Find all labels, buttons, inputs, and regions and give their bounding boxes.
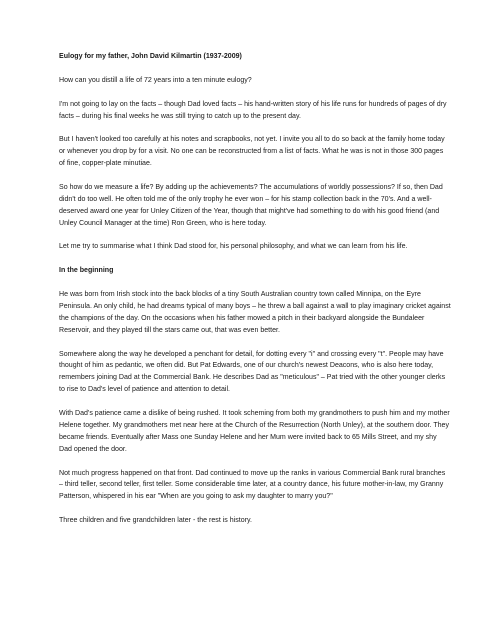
document-body bbox=[59, 51, 451, 539]
paragraph-measure-life: So how do we measure a life? By adding up the achievements? The accumulations of worldly possessions? If so, then Dad didn't do too well. He often told me of the only trophy he ever won – for his stamp collection back in the 70's. And a well-deserved award one year for Unley Citizen of the Year, though that might've had something to do with his good friend (and Unley Council Manager at the time) Ron Green, who is here today. bbox=[59, 183, 443, 227]
section-heading: In the beginning bbox=[59, 267, 114, 275]
paragraph-notes-scrapbooks: But I haven't looked too carefully at his notes and scrapbooks, not yet. I invite you all to do so back at the family home today or whenever you drop by for a visit. No one can be reconstructed from a list of facts. What he was is not in those 300 pages of fine, copper-plate minutiae. bbox=[59, 136, 445, 168]
paragraph-intro-question: How can you distill a life of 72 years into a ten minute eulogy? bbox=[59, 76, 252, 84]
paragraph-detail: Somewhere along the way he developed a penchant for detail, for dotting every "i" and crossing every "t". People may have thought of him as pedantic, we often did. But Pat Edwards, one of our church's newest Deacons, who is also here today, remembers joining Dad at the Commercial Bank. He describes Dad as "meticulous" – Pat tried with the other younger clerks to rise to Dad's level of patience and attention to detail. bbox=[59, 350, 446, 394]
paragraph-patience: With Dad's patience came a dislike of being rushed. It took scheming from both my grandmothers to push him and my mother Helene together. My grandmothers met near here at the Church of the Resurrection (North Unley), at the southern door. They became friends. Eventually after Mass one Sunday Helene and her Mum were invited back to 65 Mills Street, and my shy Dad opened the door. bbox=[59, 410, 450, 453]
document-title: Eulogy for my father, John David Kilmartin (1937-2009) bbox=[59, 53, 242, 60]
paragraph-born: He was born from Irish stock into the back blocks of a tiny South Australian country town called Minnipa, on the Eyre Peninsula. An only child, he had dreams typical of many boys – he threw a ball against a wall to play imaginary cricket against the champions of the day. On the occasions when his father mowed a pitch in their backyard alongside the Bundaleer Reservoir, and they played till the stars came out, that was even better. bbox=[59, 291, 451, 334]
paragraph-facts: I'm not going to lay on the facts – though Dad loved facts – his hand-written story of his life runs for hundreds of pages of dry facts – during his final weeks he was still trying to catch up to the present day. bbox=[59, 100, 447, 120]
paragraph-summarise: Let me try to summarise what I think Dad stood for, his personal philosophy, and what we can learn from his life. bbox=[59, 243, 408, 251]
paragraph-history: Three children and five grandchildren later - the rest is history. bbox=[59, 517, 252, 525]
paragraph-progress: Not much progress happened on that front. Dad continued to move up the ranks in various Commercial Bank rural branches – third teller, second teller, first teller. Some considerable time later, at a country dance, his future mother-in-law, my Granny Patterson, whispered in his ear "When are you going to ask my daughter to marry you?" bbox=[59, 469, 446, 501]
